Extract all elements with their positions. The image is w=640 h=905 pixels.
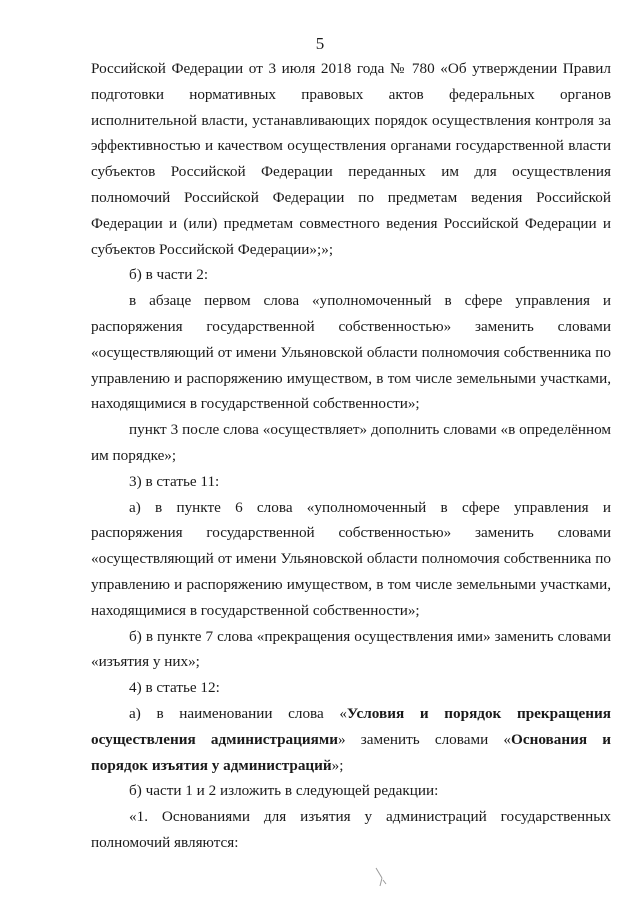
paragraph [91, 495, 611, 624]
paragraph [91, 288, 611, 417]
text-run: а) в пункте 6 слова «уполномоченный в сфере управления и распоряжения государственной собственностью» заменить словами «осуществляющий от имени Ульяновской области полномочия собственника по управлению и распоряжению имуществом, в том числе земельными участками, находящимися в государственной собственности»; [91, 498, 611, 619]
text-run: б) части 1 и 2 изложить в следующей редакции: [129, 782, 439, 800]
text-run: а) в наименовании слова « [129, 704, 348, 722]
document-body [91, 56, 611, 856]
paragraph [91, 701, 611, 778]
paragraph [91, 804, 611, 856]
text-run: пункт 3 после слова «осуществляет» дополнить словами «в определённом им порядке»; [91, 421, 611, 464]
text-run: »; [331, 756, 344, 774]
paragraph [91, 675, 611, 701]
paragraph [91, 56, 611, 262]
text-run: в абзаце первом слова «уполномоченный в сфере управления и распоряжения государственной собственностью» заменить словами «осуществляющий от имени Ульяновской области полномочия собственника по управлению и распоряжению имуществом, в том числе земельными участками, находящимися в государственной собственности»; [91, 292, 611, 413]
text-run: 3) в статье 11: [129, 472, 220, 490]
paragraph [91, 624, 611, 676]
text-run: 4) в статье 12: [129, 679, 220, 697]
paragraph [91, 417, 611, 469]
text-run: «1. Основаниями для изъятия у администраций государственных полномочий являются: [91, 808, 611, 851]
paragraph [91, 778, 611, 804]
text-run: б) в части 2: [129, 266, 209, 284]
text-run: б) в пункте 7 слова «прекращения осуществления ими» заменить словами «изъятия у них»; [91, 627, 611, 671]
paragraph [91, 469, 611, 495]
bold-text-run: Условия и порядок прекращения осуществления администрациями [91, 704, 611, 748]
paragraph [91, 262, 611, 288]
bold-text-run: Основания и порядок изъятия у администраций [91, 730, 611, 774]
page-number: 5 [315, 34, 325, 53]
text-run: Российской Федерации от 3 июля 2018 года № 780 «Об утверждении Правил подготовки нормативных правовых актов федеральных органов исполнительной власти, устанавливающих порядок осуществления контроля за эффективностью и качеством осуществления органами государственной власти субъектов Российской Федерации переданных им для осуществления полномочий Российской Федерации по предметам ведения Российской Федерации и (или) предметам совместного ведения Российской Федерации и субъектов Российской Федерации»;»; [91, 60, 611, 258]
stray-pen-mark [374, 866, 388, 888]
text-run: » заменить словами « [337, 730, 512, 748]
